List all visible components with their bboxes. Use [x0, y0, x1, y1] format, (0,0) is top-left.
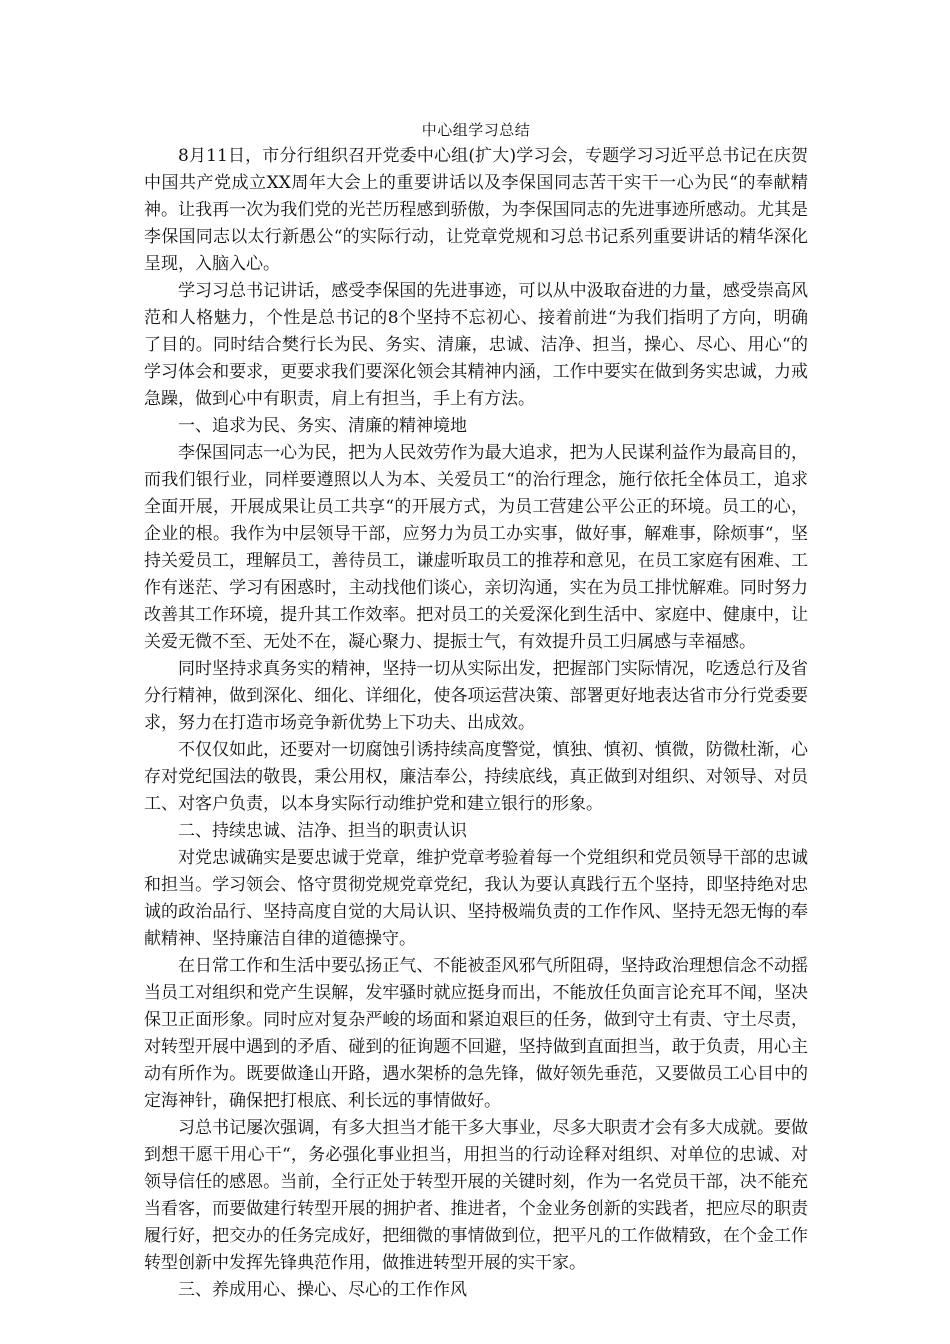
paragraph-daily-work: 在日常工作和生活中要弘扬正气、不能被歪风邪气所阻碍，坚持政治理想信念不动摇当员工对组织和党产生误解，发牢骚时就应挺身而出，不能放任负面言论充耳不闻，坚决保卫正面形象。同时应对复杂严峻的场面和紧迫艰巨的任务，做到守土有责、守土尽责，对转型开展中遇到的矛盾、碰到的征询题不回避，坚持做到直面担当，敢于负责，用心主动有所作为。既要做逢山开路，遇水架桥的急先锋，做好领先垂范，又要做员工心目中的定海神针，确保把打根底、利长远的事情做好。	[144, 956, 808, 1111]
paragraph-pragmatic: 同时坚持求真务实的精神，坚持一切从实际出发，把握部门实际情况，吃透总行及省分行精神，做到深化、细化、详细化，使各项运营决策、部署更好地表达省市分行党委要求，努力在打造市场竞争新优势上下功夫、出成效。	[144, 659, 808, 733]
paragraph-study: 学习习总书记讲话，感受李保国的先进事迹，可以从中汲取奋进的力量，感受崇高风范和人格魅力，个性是总书记的8个坚持不忘初心、接着前进“为我们指明了方向，明确了目的。同时结合樊行长为民、务实、清廉，忠诚、洁净、担当，操心、尽心、用心“的学习体会和要求，更要求我们要深化领会其精神内涵，工作中要实在做到务实忠诚，力戒急躁，做到心中有职责，肩上有担当，手上有方法。	[144, 281, 808, 409]
document-page	[144, 118, 808, 1304]
section-heading-1: 一、追求为民、务实、清廉的精神境地	[178, 416, 467, 436]
paragraph-intro: 8月11日，市分行组织召开党委中心组(扩大)学习会，专题学习习近平总书记在庆贺中国共产党成立XX周年大会上的重要讲话以及李保国同志苦干实干一心为民“的奉献精神。让我再一次为我们党的光芒历程感到骄傲，为李保国同志的先进事迹所感动。尤其是李保国同志以太行新愚公“的实际行动，让党章党规和习总书记系列重要讲话的精华深化呈现，入脑入心。	[144, 146, 808, 274]
document-body	[144, 143, 808, 1304]
paragraph-integrity: 不仅仅如此，还要对一切腐蚀引诱持续高度警觉，慎独、慎初、慎微，防微杜渐，心存对党纪国法的敬畏，秉公用权，廉洁奉公，持续底线，真正做到对组织、对领导、对员工、对客户负责，以本身实际行动维护党和建立银行的形象。	[144, 740, 808, 814]
paragraph-responsibility: 习总书记屡次强调，有多大担当才能干多大事业，尽多大职责才会有多大成就。要做到想干愿干用心干“，务必强化事业担当，用担当的行动诠释对组织、对单位的忠诚、对领导信任的感恩。当前，全行正处于转型开展的关键时刻，作为一名党员干部，决不能充当看客，而要做建行转型开展的拥护者、推进者，个金业务创新的实践者，把应尽的职责履行好，把交办的任务完成好，把细微的事情做到位，把平凡的工作做精致，在个金工作转型创新中发挥先锋典范作用，做推进转型开展的实干家。	[144, 1118, 808, 1273]
section-heading-2: 二、持续忠诚、洁净、担当的职责认识	[178, 821, 467, 841]
paragraph-people-first: 李保国同志一心为民，把为人民效劳作为最大追求，把为人民谋利益作为最高目的，而我们银行业，同样要遵照以人为本、关爱员工“的治行理念，施行依托全体员工，追求全面开展，开展成果让员工共享“的开展方式，为员工营建公平公正的环境。员工的心，企业的根。我作为中层领导干部，应努力为员工办实事，做好事，解难事，除烦事“，坚持关爱员工，理解员工，善待员工，谦虚听取员工的推荐和意见，在员工家庭有困难、工作有迷茫、学习有困惑时，主动找他们谈心，亲切沟通，实在为员工排忧解难。同时努力改善其工作环境，提升其工作效率。把对员工的关爱深化到生活中、家庭中、健康中，让关爱无微不至、无处不在，凝心聚力、提振士气，有效提升员工归属感与幸福感。	[144, 443, 808, 652]
document-title: 中心组学习总结	[421, 121, 531, 139]
section-heading-3: 三、养成用心、操心、尽心的工作作风	[178, 1280, 467, 1300]
paragraph-loyalty: 对党忠诚确实是要忠诚于党章，维护党章考验着每一个党组织和党员领导干部的忠诚和担当。学习领会、恪守贯彻党规党章党纪，我认为要认真践行五个坚持，即坚持绝对忠诚的政治品行、坚持高度自觉的大局认识、坚持极端负责的工作作风、坚持无怨无悔的奉献精神、坚持廉洁自律的道德操守。	[144, 848, 808, 949]
